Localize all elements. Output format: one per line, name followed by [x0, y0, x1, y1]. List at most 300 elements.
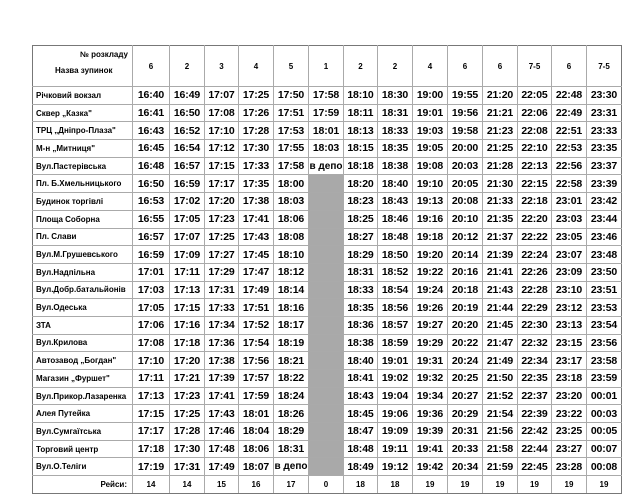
trip-count: 14 — [133, 476, 170, 494]
trip-count: 18 — [378, 476, 413, 494]
departure-time: 20:20 — [448, 316, 483, 334]
departure-time: 18:11 — [344, 104, 378, 122]
departure-time: 20:05 — [448, 175, 483, 193]
departure-time: 16:50 — [133, 175, 170, 193]
departure-time: 17:20 — [170, 352, 205, 370]
trip-count: 19 — [552, 476, 587, 494]
departure-time: 17:28 — [239, 122, 274, 140]
departure-time: 19:34 — [413, 387, 448, 405]
departure-time: 17:55 — [274, 140, 309, 158]
departure-time: 00:07 — [587, 440, 622, 458]
departure-time: 19:32 — [413, 370, 448, 388]
departure-time: 17:30 — [170, 440, 205, 458]
out-of-service-cell — [309, 352, 344, 370]
departure-time: 18:25 — [344, 210, 378, 228]
departure-time: 18:19 — [274, 334, 309, 352]
departure-time: 21:49 — [483, 352, 518, 370]
departure-time: 19:16 — [413, 210, 448, 228]
departure-time: 17:13 — [170, 281, 205, 299]
departure-time: 17:43 — [205, 405, 239, 423]
departure-time: 19:13 — [413, 193, 448, 211]
trip-count: 19 — [587, 476, 622, 494]
departure-time: 20:19 — [448, 299, 483, 317]
departure-time: 18:21 — [274, 352, 309, 370]
departure-time: 16:54 — [170, 140, 205, 158]
departure-time: 21:23 — [483, 122, 518, 140]
schedule-number: 2 — [344, 46, 378, 87]
stop-row — [33, 157, 622, 175]
departure-time: 17:46 — [205, 423, 239, 441]
departure-time: 21:54 — [483, 405, 518, 423]
stop-name: Вул.Прикор.Лазаренка — [33, 387, 133, 405]
departure-time: 20:24 — [448, 352, 483, 370]
departure-time: 20:25 — [448, 370, 483, 388]
departure-time: 18:06 — [274, 210, 309, 228]
departure-time: 19:08 — [413, 157, 448, 175]
departure-time: 22:08 — [518, 122, 552, 140]
departure-time: 18:47 — [344, 423, 378, 441]
departure-time: 22:53 — [552, 140, 587, 158]
stop-row — [33, 193, 622, 211]
stop-row — [33, 140, 622, 158]
departure-time: 17:15 — [205, 157, 239, 175]
departure-time: 18:13 — [344, 122, 378, 140]
departure-time: 22:37 — [518, 387, 552, 405]
departure-time: 23:01 — [552, 193, 587, 211]
departure-time: 19:41 — [413, 440, 448, 458]
departure-time: 17:26 — [239, 104, 274, 122]
stop-name: Магазин „Фуршет" — [33, 370, 133, 388]
departure-time: 23:28 — [552, 458, 587, 476]
stop-row — [33, 104, 622, 122]
departure-time: 23:15 — [552, 334, 587, 352]
departure-time: 18:38 — [344, 334, 378, 352]
departure-time: 20:33 — [448, 440, 483, 458]
to-depot-cell: в депо — [309, 157, 344, 175]
departure-time: 17:08 — [205, 104, 239, 122]
schedule-number: 1 — [309, 46, 344, 87]
departure-time: 23:46 — [587, 228, 622, 246]
departure-time: 18:33 — [378, 122, 413, 140]
departure-time: 19:18 — [413, 228, 448, 246]
departure-time: 18:24 — [274, 387, 309, 405]
departure-time: 20:03 — [448, 157, 483, 175]
departure-time: 23:51 — [587, 281, 622, 299]
departure-time: 17:36 — [205, 334, 239, 352]
stop-name: Вул.Сумгаїтська — [33, 423, 133, 441]
departure-time: 23:59 — [587, 370, 622, 388]
departure-time: 17:02 — [170, 193, 205, 211]
departure-time: 17:11 — [170, 263, 205, 281]
departure-time: 21:39 — [483, 246, 518, 264]
out-of-service-cell — [309, 175, 344, 193]
departure-time: 16:50 — [170, 104, 205, 122]
departure-time: 18:52 — [378, 263, 413, 281]
departure-time: 17:25 — [170, 405, 205, 423]
departure-time: 16:53 — [133, 193, 170, 211]
schedule-number: 6 — [483, 46, 518, 87]
departure-time: 18:00 — [274, 175, 309, 193]
departure-time: 18:17 — [274, 316, 309, 334]
departure-time: 21:25 — [483, 140, 518, 158]
departure-time: 17:41 — [239, 210, 274, 228]
stop-name: Вул.Пастерівська — [33, 157, 133, 175]
departure-time: 22:10 — [518, 140, 552, 158]
departure-time: 21:37 — [483, 228, 518, 246]
departure-time: 22:49 — [552, 104, 587, 122]
departure-time: 19:22 — [413, 263, 448, 281]
departure-time: 18:40 — [378, 175, 413, 193]
departure-time: 19:29 — [413, 334, 448, 352]
departure-time: 19:24 — [413, 281, 448, 299]
stop-row — [33, 423, 622, 441]
timetable — [32, 45, 622, 494]
schedule-number: 3 — [205, 46, 239, 87]
trip-count: 18 — [344, 476, 378, 494]
stop-row — [33, 370, 622, 388]
departure-time: 22:39 — [518, 405, 552, 423]
departure-time: 17:23 — [170, 387, 205, 405]
departure-time: 23:42 — [587, 193, 622, 211]
departure-time: 21:33 — [483, 193, 518, 211]
stop-name: М-н „Митниця" — [33, 140, 133, 158]
stop-name: ЗТА — [33, 316, 133, 334]
departure-time: 17:31 — [170, 458, 205, 476]
departure-time: 22:13 — [518, 157, 552, 175]
departure-time: 21:20 — [483, 87, 518, 105]
departure-time: 18:49 — [344, 458, 378, 476]
departure-time: 17:33 — [205, 299, 239, 317]
stop-name: Будинок торгівлі — [33, 193, 133, 211]
departure-time: 17:31 — [205, 281, 239, 299]
departure-time: 00:03 — [587, 405, 622, 423]
schedule-number: 2 — [170, 46, 205, 87]
departure-time: 20:22 — [448, 334, 483, 352]
trip-count: 0 — [309, 476, 344, 494]
departure-time: 21:52 — [483, 387, 518, 405]
stop-name: Вул.Одеська — [33, 299, 133, 317]
departure-time: 19:12 — [378, 458, 413, 476]
departure-time: 18:10 — [344, 87, 378, 105]
departure-time: 18:50 — [378, 246, 413, 264]
departure-time: 18:36 — [344, 316, 378, 334]
stop-row — [33, 246, 622, 264]
departure-time: 19:31 — [413, 352, 448, 370]
departure-time: 22:32 — [518, 334, 552, 352]
departure-time: 19:09 — [378, 423, 413, 441]
trip-count: 19 — [413, 476, 448, 494]
departure-time: 17:07 — [205, 87, 239, 105]
departure-time: 19:01 — [413, 104, 448, 122]
departure-time: 17:20 — [205, 193, 239, 211]
departure-time: 23:17 — [552, 352, 587, 370]
departure-time: 21:35 — [483, 210, 518, 228]
departure-time: 19:55 — [448, 87, 483, 105]
departure-time: 20:12 — [448, 228, 483, 246]
departure-time: 17:58 — [309, 87, 344, 105]
out-of-service-cell — [309, 299, 344, 317]
departure-time: 16:45 — [133, 140, 170, 158]
departure-time: 17:57 — [239, 370, 274, 388]
out-of-service-cell — [309, 316, 344, 334]
schedule-number: 6 — [448, 46, 483, 87]
trips-label: Рейси: — [33, 476, 133, 494]
stop-row — [33, 334, 622, 352]
departure-time: 18:54 — [378, 281, 413, 299]
departure-time: 23:58 — [587, 352, 622, 370]
departure-time: 18:01 — [309, 122, 344, 140]
stop-name: Площа Соборна — [33, 210, 133, 228]
departure-time: 20:18 — [448, 281, 483, 299]
departure-time: 18:12 — [274, 263, 309, 281]
departure-time: 17:50 — [274, 87, 309, 105]
departure-time: 16:55 — [133, 210, 170, 228]
departure-time: 22:56 — [552, 157, 587, 175]
departure-time: 23:48 — [587, 246, 622, 264]
departure-time: 16:59 — [133, 246, 170, 264]
departure-time: 22:22 — [518, 228, 552, 246]
departure-time: 23:12 — [552, 299, 587, 317]
departure-time: 16:57 — [133, 228, 170, 246]
departure-time: 17:59 — [309, 104, 344, 122]
departure-time: 23:27 — [552, 440, 587, 458]
departure-time: 16:52 — [170, 122, 205, 140]
trip-count: 17 — [274, 476, 309, 494]
departure-time: 18:29 — [344, 246, 378, 264]
departure-time: 22:35 — [518, 370, 552, 388]
departure-time: 17:18 — [170, 334, 205, 352]
departure-time: 17:51 — [239, 299, 274, 317]
departure-time: 17:12 — [205, 140, 239, 158]
departure-time: 23:09 — [552, 263, 587, 281]
departure-time: 18:15 — [344, 140, 378, 158]
schedule-number: 4 — [413, 46, 448, 87]
out-of-service-cell — [309, 210, 344, 228]
schedule-number: 6 — [133, 46, 170, 87]
departure-time: 19:58 — [448, 122, 483, 140]
departure-time: 22:28 — [518, 281, 552, 299]
departure-time: 19:05 — [413, 140, 448, 158]
stop-row — [33, 440, 622, 458]
schedule-number: 5 — [274, 46, 309, 87]
departure-time: 21:28 — [483, 157, 518, 175]
departure-time: 20:31 — [448, 423, 483, 441]
stop-names-label: Назва зупинок — [55, 66, 113, 75]
departure-time: 21:30 — [483, 175, 518, 193]
departure-time: 23:54 — [587, 316, 622, 334]
departure-time: 17:07 — [170, 228, 205, 246]
stop-row — [33, 352, 622, 370]
departure-time: 18:56 — [378, 299, 413, 317]
departure-time: 17:10 — [205, 122, 239, 140]
departure-time: 19:04 — [378, 387, 413, 405]
departure-time: 18:18 — [344, 157, 378, 175]
departure-time: 21:59 — [483, 458, 518, 476]
departure-time: 17:48 — [205, 440, 239, 458]
departure-time: 17:08 — [133, 334, 170, 352]
departure-time: 17:49 — [239, 281, 274, 299]
departure-time: 23:31 — [587, 104, 622, 122]
departure-time: 22:51 — [552, 122, 587, 140]
departure-time: 17:56 — [239, 352, 274, 370]
stop-row — [33, 281, 622, 299]
departure-time: 21:58 — [483, 440, 518, 458]
departure-time: 21:45 — [483, 316, 518, 334]
departure-time: 18:31 — [378, 104, 413, 122]
departure-time: 22:42 — [518, 423, 552, 441]
departure-time: 18:14 — [274, 281, 309, 299]
departure-time: 23:33 — [587, 122, 622, 140]
departure-time: 23:56 — [587, 334, 622, 352]
departure-time: 17:06 — [133, 316, 170, 334]
departure-time: 23:05 — [552, 228, 587, 246]
departure-time: 21:56 — [483, 423, 518, 441]
stop-name: Пл. Слави — [33, 228, 133, 246]
departure-time: 20:27 — [448, 387, 483, 405]
stop-row — [33, 210, 622, 228]
departure-time: 17:59 — [239, 387, 274, 405]
departure-time: 19:11 — [378, 440, 413, 458]
stop-name: Вул.Надпільна — [33, 263, 133, 281]
header-corner — [33, 46, 133, 87]
departure-time: 18:57 — [378, 316, 413, 334]
departure-time: 18:23 — [344, 193, 378, 211]
departure-time: 17:49 — [205, 458, 239, 476]
departure-time: 18:31 — [274, 440, 309, 458]
departure-time: 23:22 — [552, 405, 587, 423]
departure-time: 17:58 — [274, 157, 309, 175]
departure-time: 19:27 — [413, 316, 448, 334]
departure-time: 17:38 — [205, 352, 239, 370]
departure-time: 19:56 — [448, 104, 483, 122]
departure-time: 20:10 — [448, 210, 483, 228]
departure-time: 21:41 — [483, 263, 518, 281]
stop-row — [33, 458, 622, 476]
out-of-service-cell — [309, 281, 344, 299]
departure-time: 23:35 — [587, 140, 622, 158]
header-row — [33, 46, 622, 87]
out-of-service-cell — [309, 228, 344, 246]
departure-time: 17:23 — [205, 210, 239, 228]
trips-row — [33, 476, 622, 494]
departure-time: 22:34 — [518, 352, 552, 370]
departure-time: 22:20 — [518, 210, 552, 228]
departure-time: 17:51 — [274, 104, 309, 122]
trip-count: 14 — [170, 476, 205, 494]
departure-time: 17:38 — [239, 193, 274, 211]
departure-time: 22:15 — [518, 175, 552, 193]
out-of-service-cell — [309, 370, 344, 388]
trip-count: 16 — [239, 476, 274, 494]
departure-time: 17:39 — [205, 370, 239, 388]
schedule-number: 7-5 — [518, 46, 552, 87]
stop-row — [33, 316, 622, 334]
departure-time: 18:35 — [344, 299, 378, 317]
departure-time: 18:33 — [344, 281, 378, 299]
departure-time: 17:52 — [239, 316, 274, 334]
departure-time: 18:04 — [239, 423, 274, 441]
schedule-number: 7-5 — [587, 46, 622, 87]
departure-time: 22:05 — [518, 87, 552, 105]
schedule-number-label: № розкладу — [79, 50, 128, 59]
stop-name: ТРЦ „Дніпро-Плаза" — [33, 122, 133, 140]
departure-time: 23:25 — [552, 423, 587, 441]
stop-row — [33, 299, 622, 317]
stop-name: Річковий вокзал — [33, 87, 133, 105]
departure-time: 17:05 — [170, 210, 205, 228]
departure-time: 23:50 — [587, 263, 622, 281]
departure-time: 20:16 — [448, 263, 483, 281]
departure-time: 18:30 — [378, 87, 413, 105]
departure-time: 17:15 — [170, 299, 205, 317]
departure-time: 17:03 — [133, 281, 170, 299]
out-of-service-cell — [309, 263, 344, 281]
departure-time: 19:06 — [378, 405, 413, 423]
out-of-service-cell — [309, 423, 344, 441]
departure-time: 23:44 — [587, 210, 622, 228]
stop-name: Пл. Б.Хмельницького — [33, 175, 133, 193]
departure-time: 00:01 — [587, 387, 622, 405]
departure-time: 18:41 — [344, 370, 378, 388]
departure-time: 18:01 — [239, 405, 274, 423]
departure-time: 17:27 — [205, 246, 239, 264]
departure-time: 22:58 — [552, 175, 587, 193]
departure-time: 18:16 — [274, 299, 309, 317]
departure-time: 22:44 — [518, 440, 552, 458]
departure-time: 20:34 — [448, 458, 483, 476]
departure-time: 22:30 — [518, 316, 552, 334]
departure-time: 17:28 — [170, 423, 205, 441]
departure-time: 17:11 — [133, 370, 170, 388]
departure-time: 16:48 — [133, 157, 170, 175]
departure-time: 17:41 — [205, 387, 239, 405]
departure-time: 18:27 — [344, 228, 378, 246]
stop-row — [33, 122, 622, 140]
stop-row — [33, 387, 622, 405]
departure-time: 21:21 — [483, 104, 518, 122]
stop-name: Сквер „Казка" — [33, 104, 133, 122]
departure-time: 17:05 — [133, 299, 170, 317]
departure-time: 22:18 — [518, 193, 552, 211]
departure-time: 16:43 — [133, 122, 170, 140]
departure-time: 19:00 — [413, 87, 448, 105]
stop-row — [33, 263, 622, 281]
departure-time: 18:48 — [344, 440, 378, 458]
departure-time: 16:59 — [170, 175, 205, 193]
departure-time: 19:36 — [413, 405, 448, 423]
stop-name: Торговий центр — [33, 440, 133, 458]
departure-time: 19:01 — [378, 352, 413, 370]
trip-count: 19 — [448, 476, 483, 494]
departure-time: 17:54 — [239, 334, 274, 352]
departure-time: 17:16 — [170, 316, 205, 334]
departure-time: 17:25 — [239, 87, 274, 105]
departure-time: 19:20 — [413, 246, 448, 264]
departure-time: 23:20 — [552, 387, 587, 405]
departure-time: 22:29 — [518, 299, 552, 317]
departure-time: 18:26 — [274, 405, 309, 423]
departure-time: 17:21 — [170, 370, 205, 388]
departure-time: 17:19 — [133, 458, 170, 476]
departure-time: 17:18 — [133, 440, 170, 458]
departure-time: 17:25 — [205, 228, 239, 246]
departure-time: 18:43 — [378, 193, 413, 211]
departure-time: 00:08 — [587, 458, 622, 476]
departure-time: 17:53 — [274, 122, 309, 140]
departure-time: 17:45 — [239, 246, 274, 264]
out-of-service-cell — [309, 246, 344, 264]
out-of-service-cell — [309, 405, 344, 423]
